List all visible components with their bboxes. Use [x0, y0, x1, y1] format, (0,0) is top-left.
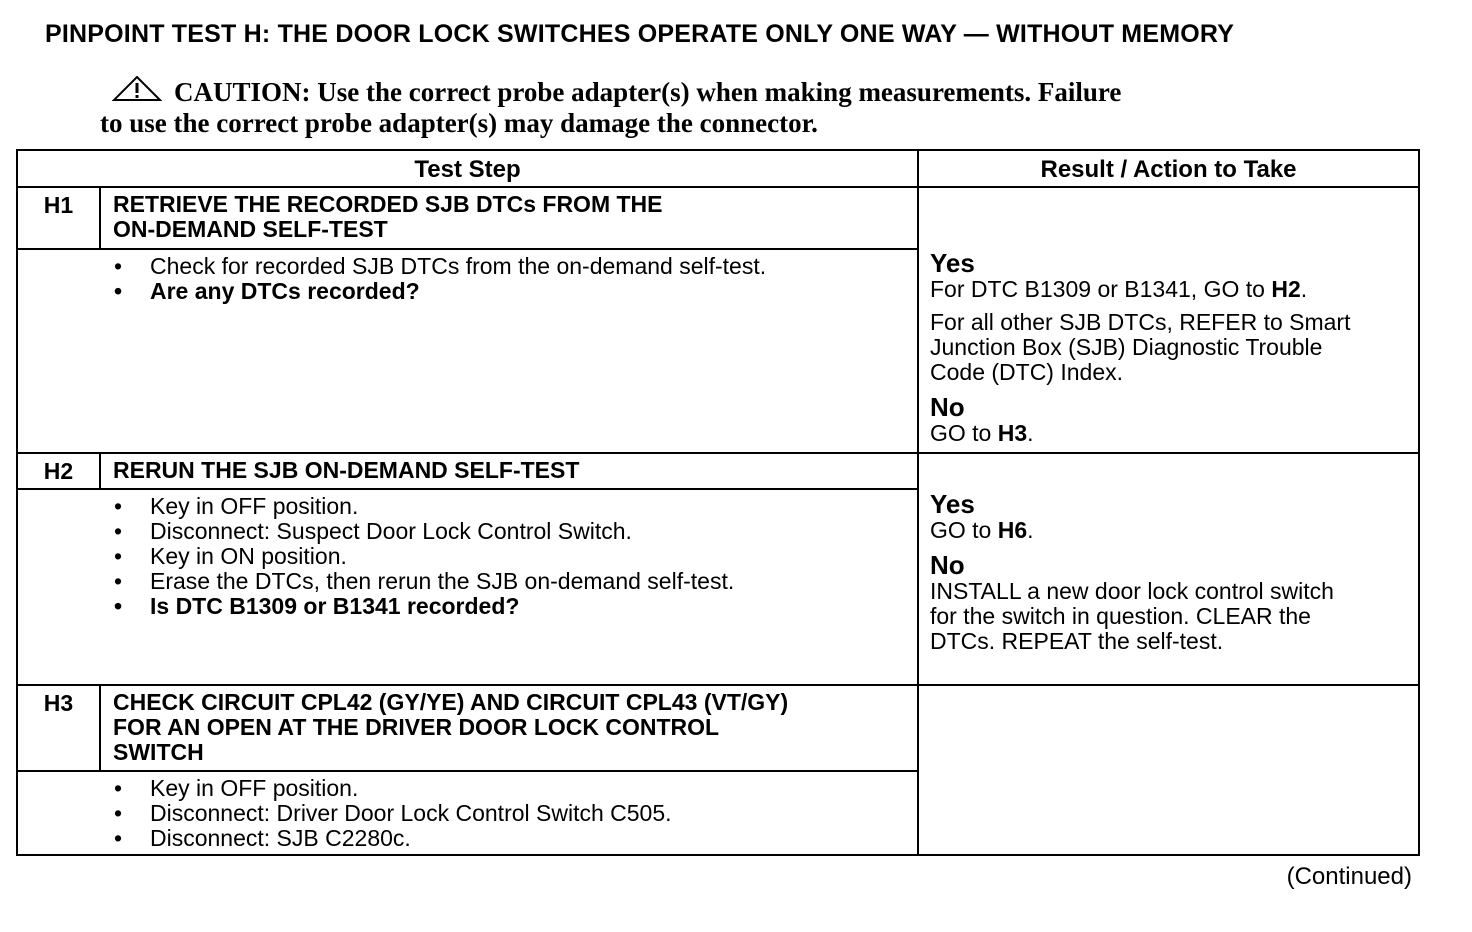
- result-line: For DTC B1309 or B1341, GO to H2.: [930, 276, 1308, 302]
- header-test-step: Test Step: [17, 150, 918, 187]
- step-id: H2: [17, 453, 100, 489]
- step-instructions: [17, 249, 918, 453]
- list-item: • Key in OFF position.: [18, 776, 917, 801]
- heading-line: RERUN THE SJB ON-DEMAND SELF-TEST: [113, 457, 580, 483]
- warning-triangle-icon: [112, 76, 162, 102]
- list-item: • Disconnect: Suspect Door Lock Control Switch.: [18, 519, 917, 544]
- step-h2-result: [918, 453, 1419, 685]
- caution-line-2: to use the correct probe adapter(s) may damage the connector.: [100, 108, 818, 138]
- step-id: H3: [17, 685, 100, 771]
- pinpoint-test-table: [16, 149, 1420, 856]
- caution-notice: [100, 76, 1340, 139]
- table-header-row: [17, 150, 1419, 187]
- step-heading: [100, 187, 918, 249]
- step-h3-heading-row: [17, 685, 1419, 771]
- step-instructions: [17, 489, 918, 685]
- step-question: • Are any DTCs recorded?: [18, 279, 917, 304]
- step-id: H1: [17, 187, 100, 249]
- step-h3-result: [918, 685, 1419, 855]
- result-line: GO to H3.: [930, 420, 1034, 446]
- list-item: • Check for recorded SJB DTCs from the on-demand self-test.: [18, 254, 917, 279]
- page-title: PINPOINT TEST H: THE DOOR LOCK SWITCHES OPERATE ONLY ONE WAY — WITHOUT MEMORY: [45, 20, 1235, 48]
- heading-line: RETRIEVE THE RECORDED SJB DTCs FROM THE: [113, 191, 663, 217]
- step-h2-heading-row: [17, 453, 1419, 489]
- result-line: For all other SJB DTCs, REFER to Smart Junction Box (SJB) Diagnostic Trouble Code (DTC) Index.: [930, 309, 1351, 385]
- step-heading: [100, 453, 918, 489]
- heading-line: SWITCH: [113, 739, 204, 765]
- continued-label: (Continued): [1286, 863, 1412, 890]
- result-line: GO to H6.: [930, 517, 1034, 543]
- list-item: • Erase the DTCs, then rerun the SJB on-demand self-test.: [18, 569, 917, 594]
- heading-line: ON-DEMAND SELF-TEST: [113, 216, 388, 242]
- header-result: Result / Action to Take: [918, 150, 1419, 187]
- list-item: • Disconnect: SJB C2280c.: [18, 826, 917, 851]
- step-heading: [100, 685, 918, 771]
- no-label: No: [930, 550, 965, 580]
- list-item: • Key in ON position.: [18, 544, 917, 569]
- list-item: • Key in OFF position.: [18, 494, 917, 519]
- step-h1-result: [918, 187, 1419, 453]
- heading-line: FOR AN OPEN AT THE DRIVER DOOR LOCK CONTROL: [113, 714, 720, 740]
- yes-label: Yes: [930, 489, 975, 519]
- result-line: INSTALL a new door lock control switch for the switch in question. CLEAR the DTCs. REPEAT the self-test.: [930, 578, 1334, 654]
- step-instructions: [17, 771, 918, 855]
- caution-line-1: CAUTION: Use the correct probe adapter(s) when making measurements. Failure: [174, 77, 1122, 107]
- yes-label: Yes: [930, 248, 975, 278]
- no-label: No: [930, 392, 965, 422]
- step-h1-heading-row: [17, 187, 1419, 249]
- heading-line: CHECK CIRCUIT CPL42 (GY/YE) AND CIRCUIT CPL43 (VT/GY): [113, 689, 789, 715]
- step-question: • Is DTC B1309 or B1341 recorded?: [18, 594, 917, 619]
- list-item: • Disconnect: Driver Door Lock Control Switch C505.: [18, 801, 917, 826]
